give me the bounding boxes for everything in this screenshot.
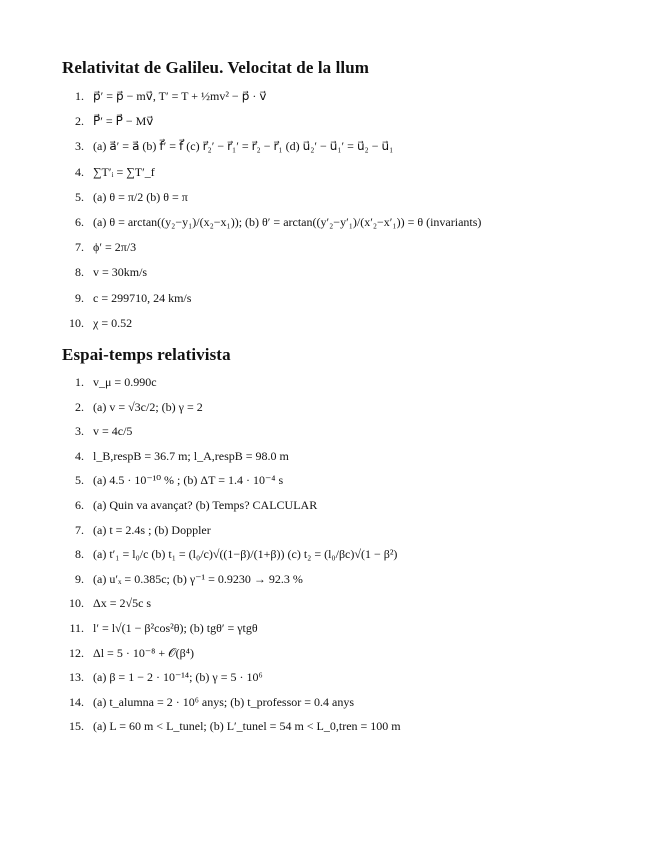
item-number: 9.	[75, 571, 84, 586]
item-answer: (a) β = 1 − 2 · 10⁻¹⁴; (b) γ = 5 · 10⁶	[93, 670, 263, 685]
item-number: 11.	[69, 620, 84, 635]
item-number: 7.	[75, 240, 84, 255]
item-answer: ∑T′ᵢ = ∑T′_f	[93, 164, 155, 179]
item-number: 14.	[69, 694, 84, 709]
list-item	[62, 235, 642, 260]
item-answer: (a) θ = π/2 (b) θ = π	[93, 189, 188, 204]
item-answer: (a) v = √3c/2; (b) γ = 2	[93, 399, 203, 414]
item-answer: (a) t_alumna = 2 · 10⁶ anys; (b) t_professor = 0.4 anys	[93, 694, 354, 709]
list-item	[62, 665, 642, 690]
item-answer: (a) Quin va avançat? (b) Temps? CALCULAR	[93, 497, 318, 512]
list-item	[62, 160, 642, 185]
item-number: 9.	[75, 290, 84, 305]
item-answer: v = 4c/5	[93, 424, 133, 439]
item-answer: c = 299710, 24 km/s	[93, 290, 192, 305]
item-number: 12.	[69, 645, 84, 660]
list-item	[62, 493, 642, 518]
item-number: 2.	[75, 114, 84, 129]
item-number: 6.	[75, 214, 84, 229]
item-number: 15.	[69, 719, 84, 734]
list-item	[62, 260, 642, 285]
item-answer: v = 30km/s	[93, 265, 148, 280]
item-number: 5.	[75, 473, 84, 488]
list-item	[62, 134, 642, 159]
item-number: 13.	[69, 670, 84, 685]
item-answer: χ = 0.52	[93, 315, 133, 330]
list-item	[62, 641, 642, 666]
answer-list-espai-temps	[62, 370, 642, 739]
list-item	[62, 109, 642, 134]
list-item	[62, 370, 642, 395]
item-answer: P⃗′ = P⃗ − Mv⃗	[93, 114, 154, 129]
list-item	[62, 714, 642, 739]
item-number: 3.	[75, 424, 84, 439]
item-number: 5.	[75, 189, 84, 204]
item-answer: (a) 4.5 · 10⁻¹⁰ % ; (b) ΔT = 1.4 · 10⁻⁴ s	[93, 473, 284, 488]
item-number: 7.	[75, 522, 84, 537]
item-number: 6.	[75, 497, 84, 512]
item-answer: (a) u′ₓ = 0.385c; (b) γ⁻¹ = 0.9230 → 92.3 %	[93, 571, 303, 586]
item-answer: (a) a⃗′ = a⃗ (b) f⃗′ = f⃗ (c) r⃗₂′ − r⃗₁′ = r⃗₂ − r⃗₁ (d) u⃗₂′ − u⃗₁′ = u⃗₂ − u⃗₁	[93, 139, 394, 154]
list-item	[62, 210, 642, 235]
item-number: 1.	[75, 89, 84, 103]
item-number: 4.	[75, 164, 84, 179]
item-answer: v_μ = 0.990c	[93, 375, 157, 389]
answer-list-galileu	[62, 84, 642, 336]
item-number: 8.	[75, 547, 84, 562]
list-item	[62, 185, 642, 210]
list-item	[62, 419, 642, 444]
list-item	[62, 518, 642, 543]
item-answer: (a) θ = arctan((y₂−y₁)/(x₂−x₁)); (b) θ′ = arctan((y′₂−y′₁)/(x′₂−x′₁)) = θ (invariants)	[93, 214, 482, 229]
section-title-galileu: Relativitat de Galileu. Velocitat de la llum	[62, 58, 370, 77]
section-title-espai-temps: Espai-temps relativista	[62, 345, 231, 364]
list-item	[62, 591, 642, 616]
item-number: 8.	[75, 265, 84, 280]
item-answer: (a) t′₁ = l₀/c (b) t₁ = (l₀/c)√((1−β)/(1+β)) (c) t₂ = (l₀/βc)√(1 − β²)	[93, 547, 398, 562]
list-item	[62, 84, 642, 109]
item-answer: Δx = 2√5c s	[93, 596, 152, 611]
list-item	[62, 616, 642, 641]
item-number: 2.	[75, 399, 84, 414]
item-answer: l′ = l√(1 − β²cos²θ); (b) tgθ′ = γtgθ	[93, 620, 258, 635]
list-item	[62, 395, 642, 420]
list-item	[62, 311, 642, 336]
item-answer: Δl = 5 · 10⁻⁸ + 𝒪(β⁴)	[93, 645, 194, 660]
item-number: 4.	[75, 448, 84, 463]
item-answer: (a) t = 2.4s ; (b) Doppler	[93, 522, 211, 537]
item-answer: l_B,respB = 36.7 m; l_A,respB = 98.0 m	[93, 448, 289, 463]
item-answer: p⃗′ = p⃗ − mv⃗, T′ = T + ½mv² − p⃗ · v⃗	[93, 89, 267, 103]
item-answer: (a) L = 60 m < L_tunel; (b) L′_tunel = 54 m < L_0,tren = 100 m	[93, 719, 401, 734]
item-number: 10.	[69, 315, 84, 330]
item-number: 3.	[75, 139, 84, 154]
list-item	[62, 444, 642, 469]
item-number: 10.	[69, 596, 84, 611]
list-item	[62, 468, 642, 493]
list-item	[62, 286, 642, 311]
item-number: 1.	[75, 375, 84, 389]
list-item	[62, 567, 642, 592]
list-item	[62, 542, 642, 567]
list-item	[62, 690, 642, 715]
item-answer: ϕ′ = 2π/3	[93, 240, 137, 255]
